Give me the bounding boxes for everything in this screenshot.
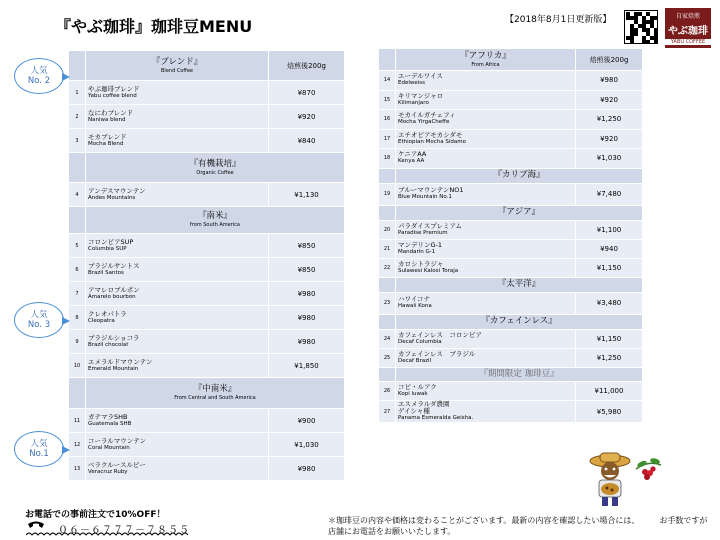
popular-badge-2 [14,58,64,94]
item-name [86,306,269,330]
menu-item-row [69,457,345,481]
item-name [396,292,576,314]
item-name-en: Kenya AA [398,158,425,165]
category-title [86,51,269,81]
item-price: ¥1,850 [269,354,345,378]
item-number: 13 [69,457,86,481]
item-name-en: Sulawesi Kalosi Toraja [398,267,459,274]
price-column-header: 焙煎後200g [269,51,345,81]
category-spacer [69,153,86,183]
item-name [86,330,269,354]
item-price: ¥920 [269,105,345,129]
category-title [396,314,643,329]
phone-order-promo: お電話での事前注文で10%OFF！ [25,510,166,520]
category-title [86,207,345,234]
category-spacer [379,314,396,329]
item-name-en: Emerald Mountain [88,365,139,372]
category-title [396,49,576,71]
item-price: ¥1,250 [576,348,643,367]
item-price: ¥3,480 [576,292,643,314]
item-name-en: Coral Mountain [88,444,130,451]
item-name-jp: キリマンジャロ [398,91,444,100]
item-name-en: Mocha YirgaCheffe [398,119,450,126]
item-name-jp: コーラルマウンテン [88,436,146,445]
item-number: 4 [69,183,86,207]
item-number: 18 [379,149,396,169]
page-title: 『やぶ珈琲』珈琲豆MENU [55,17,253,36]
menu-item-row [379,381,643,401]
category-title [396,205,643,220]
item-name [86,105,269,129]
category-spacer [379,277,396,292]
item-name [86,258,269,282]
item-name [396,401,576,423]
item-price: ¥1,150 [576,329,643,348]
item-name-jp: ガテマラSHB [88,412,128,421]
item-name-jp: カフェインレス ブラジル [398,349,476,358]
updated-date: 【2018年8月1日更新版】 [505,15,612,25]
badge-label: 人気 [30,439,48,449]
category-spacer [379,168,396,183]
item-name-jp: やぶ珈琲ブレンド [88,84,140,93]
item-price: ¥980 [269,457,345,481]
item-name-en: Columbia SUP [88,245,127,252]
item-number: 16 [379,110,396,130]
popular-badge-3 [14,302,64,338]
item-name-jp: パラダイスプレミアム [398,221,463,230]
menu-item-row [69,282,345,306]
item-number: 8 [69,306,86,330]
item-price: ¥920 [576,90,643,110]
menu-item-row [379,239,643,258]
category-name: 『アフリカ』 [460,50,511,61]
item-price: ¥1,130 [269,183,345,207]
item-price: ¥870 [269,81,345,105]
badge-label: 人気 [30,66,48,76]
item-number: 7 [69,282,86,306]
item-price: ¥980 [269,306,345,330]
category-spacer [379,49,396,71]
item-price: ¥850 [269,258,345,282]
menu-item-row [69,306,345,330]
item-name-en: Paradise Premium [398,229,448,236]
category-title [86,378,345,409]
item-name-en: Hawaii Kona [398,303,432,309]
item-name-jp: エーデルワイス [398,72,443,81]
item-name-jp: ベラクルースルビー [88,460,146,469]
item-price: ¥1,100 [576,220,643,239]
item-name-jp: エスメラルダ農園 ゲイシャ種 [398,400,450,415]
category-spacer [379,205,396,220]
menu-item-row [379,220,643,239]
item-name [86,354,269,378]
item-name [396,220,576,239]
item-number: 14 [379,71,396,91]
item-number: 22 [379,258,396,277]
item-price: ¥840 [269,129,345,153]
item-name-en: Mandarin G-1 [398,248,436,255]
item-name-en: Edelweiss [398,80,426,87]
item-price: ¥940 [576,239,643,258]
item-number: 17 [379,129,396,149]
menu-item-row [379,329,643,348]
category-spacer [379,367,396,381]
item-name-en: Yabu coffee blend [88,92,137,99]
item-name-jp: エチオピアモカシダモ [398,130,463,139]
item-name [86,81,269,105]
item-name-en: Veracruz Ruby [88,468,128,475]
item-name-en: Ethiopian Mocha Sidamo [398,138,466,145]
badge-rank: No.1 [29,449,49,459]
item-number: 1 [69,81,86,105]
category-english: Blend Coffee [161,67,193,74]
item-number: 11 [69,409,86,433]
item-name-jp: ブラジルショコラ [88,333,140,342]
menu-item-row [379,258,643,277]
category-spacer [69,378,86,409]
item-name [86,183,269,207]
item-name-en: Decaf Brazil [398,357,432,364]
item-name-jp: コロンビアSUP [88,237,134,246]
item-name-en: Amarelo bourbon [88,293,136,300]
category-row [379,168,643,183]
qr-code-icon [624,10,658,44]
category-row [379,277,643,292]
category-title [396,277,643,292]
menu-item-row [379,292,643,314]
item-name-jp: アンデスマウンテン [88,186,146,195]
menu-item-row [69,105,345,129]
menu-item-row [69,234,345,258]
item-price: ¥1,150 [576,258,643,277]
category-row [69,51,345,81]
menu-item-row [379,110,643,130]
item-name-jp: クレオパトラ [88,309,127,318]
item-number: 25 [379,348,396,367]
item-price: ¥850 [269,234,345,258]
phone-cord-squiggle-icon [26,531,191,539]
category-name: 『南米』 [197,211,232,221]
item-name-jp: モカイルガチェフィ [398,111,456,120]
category-name: 『カフェインレス』 [481,316,557,326]
item-number: 23 [379,292,396,314]
item-name-en: Kilimanjaro [398,99,429,106]
item-number: 19 [379,183,396,205]
category-row [69,378,345,409]
menu-item-row [379,129,643,149]
menu-item-row [69,433,345,457]
item-name-jp: マンデリンG-1 [398,240,443,249]
item-number: 5 [69,234,86,258]
item-number: 20 [379,220,396,239]
item-name-jp: ハワイコナ [398,295,431,303]
menu-item-row [69,81,345,105]
category-row [379,49,643,71]
menu-item-row [379,71,643,91]
category-spacer [69,51,86,81]
item-name [396,258,576,277]
item-number: 12 [69,433,86,457]
menu-table-right [378,48,643,423]
item-name [396,71,576,91]
phone-number: ０６－６７７７－７８５５ [58,525,190,536]
item-price: ¥980 [269,330,345,354]
item-name [396,149,576,169]
category-english: Organic Coffee [196,169,234,176]
category-english: From Central and South America [174,395,256,401]
item-name [396,183,576,205]
item-name [396,90,576,110]
item-number: 10 [69,354,86,378]
menu-table-left [68,50,345,481]
category-row [69,153,345,183]
item-number: 6 [69,258,86,282]
price-change-note: ＊珈琲豆の内容や価格は変わることがございます。最新の内容を確認したい場合には、 お手数ですが店舗にお電話をお願いいたします。 [328,516,708,536]
item-name-jp: ブラジルサントス [88,261,140,270]
item-name-jp: ケニアAA [398,150,427,159]
item-price: ¥1,030 [269,433,345,457]
item-price: ¥1,250 [576,110,643,130]
item-name-en: Brazil chocolat [88,341,129,348]
item-name-jp: ブルーマウンテンNO1 [398,186,464,194]
logo-name: やぶ珈琲 [668,26,708,37]
item-number: 24 [379,329,396,348]
item-name-en: Panama Esmeralda Geisha. [398,415,474,421]
price-column-header: 焙煎後200g [576,49,643,71]
item-name-en: Naniwa blend [88,116,126,123]
menu-item-row [69,330,345,354]
item-name [396,381,576,401]
category-title [396,367,643,381]
popular-badge-1 [14,431,64,467]
item-name-jp: エメラルドマウンテン [88,357,153,366]
item-price: ¥5,980 [576,401,643,423]
menu-item-row [379,90,643,110]
menu-item-row [379,348,643,367]
menu-item-row [69,409,345,433]
menu-item-row [379,183,643,205]
category-row [69,207,345,234]
item-price: ¥7,480 [576,183,643,205]
item-name-en: Andes Mountains [88,194,136,201]
item-name-en: Mocha Blend [88,140,124,147]
item-number: 21 [379,239,396,258]
item-name [86,129,269,153]
item-name [86,457,269,481]
item-price: ¥900 [269,409,345,433]
category-title [86,153,345,183]
item-name [86,282,269,306]
item-name [396,110,576,130]
category-name: 『太平洋』 [497,279,541,289]
item-name [396,129,576,149]
badge-label: 人気 [30,310,48,320]
item-name-jp: モカブレンド [88,132,127,141]
menu-item-row [69,183,345,207]
logo-english: YABU COFFEE [665,39,711,45]
item-name [396,239,576,258]
item-name-jp: カロシトラジャ [398,259,444,268]
badge-rank: No. 3 [27,320,51,330]
item-name [396,329,576,348]
menu-item-row [379,401,643,423]
item-name-en: Brazil Santos [88,269,124,276]
item-name-jp: コピ・ルアク [398,382,437,391]
menu-item-row [69,258,345,282]
category-row [379,205,643,220]
item-name-jp: なにわブレンド [88,108,134,117]
badge-rank: No. 2 [27,76,51,86]
menu-item-row [379,149,643,169]
item-number: 3 [69,129,86,153]
category-name: 『有機栽培』 [189,158,241,169]
category-name: 『中南米』 [193,384,237,394]
item-name-jp: アマレロブルボン [88,285,140,294]
category-name: 『ブレンド』 [151,56,203,67]
item-name [86,409,269,433]
item-name [396,348,576,367]
category-row [379,314,643,329]
item-name-en: Blue Mountain No.1 [398,194,452,200]
item-number: 2 [69,105,86,129]
item-price: ¥920 [576,129,643,149]
item-number: 26 [379,381,396,401]
menu-item-row [69,354,345,378]
category-title [396,168,643,183]
category-spacer [69,207,86,234]
item-number: 27 [379,401,396,423]
item-name-en: Kopi luwak [398,390,428,397]
item-name [86,234,269,258]
category-english: from South America [190,222,240,228]
item-name-en: Cleopatra [88,317,115,324]
category-name: 『アジア』 [497,207,541,217]
shop-logo [665,8,711,48]
item-price: ¥1,030 [576,149,643,169]
category-english: From Africa [471,61,500,68]
item-number: 15 [379,90,396,110]
coffee-farmer-mascot-icon [585,449,635,509]
item-price: ¥11,000 [576,381,643,401]
menu-item-row [69,129,345,153]
item-number: 9 [69,330,86,354]
item-name-en: Guatemala SHB [88,420,132,427]
category-name: 『カリブ海』 [493,170,545,180]
item-price: ¥980 [576,71,643,91]
category-name: 『期間限定 珈琲豆』 [479,368,559,379]
item-name-en: Decaf Columbia [398,338,442,345]
item-name-jp: カフェインレス コロンビア [398,330,482,339]
logo-tagline: 自家焙煎 [675,13,700,20]
item-name [86,433,269,457]
coffee-cherry-branch-icon [633,456,663,482]
item-price: ¥980 [269,282,345,306]
category-row [379,367,643,381]
